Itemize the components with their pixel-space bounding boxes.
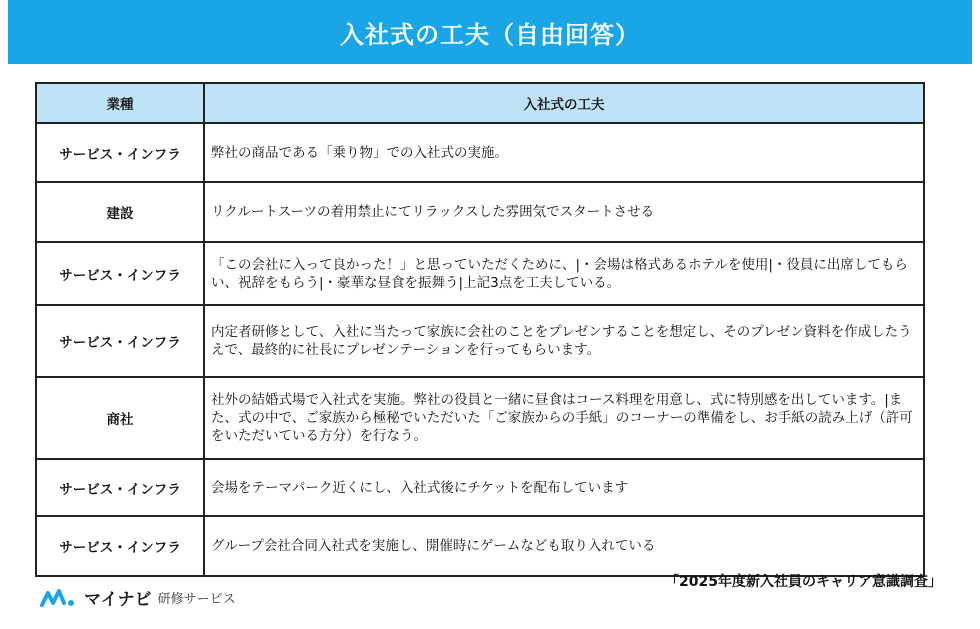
table-row — [36, 123, 924, 182]
industry-cell: サービス・インフラ — [36, 516, 204, 576]
industry-cell: サービス・インフラ — [36, 305, 204, 377]
column-header-ideas: 入社式の工夫 — [204, 83, 924, 123]
table-header-row — [36, 83, 924, 123]
answer-cell: 会場をテーマパーク近くにし、入社式後にチケットを配布しています — [204, 459, 924, 516]
page-title: 入社式の工夫（自由回答） — [340, 20, 640, 49]
table-row — [36, 242, 924, 305]
answer-cell: 内定者研修として、入社に当たって家族に会社のことをプレゼンすることを想定し、そのプレゼン資料を作成したうえで、最終的に社長にプレゼンテーションを行ってもらいます。 — [204, 305, 924, 377]
industry-cell: サービス・インフラ — [36, 242, 204, 305]
answer-cell: 社外の結婚式場で入社式を実施。弊社の役員と一緒に昼食はコース料理を用意し、式に特別感を出しています。|また、式の中で、ご家族から極秘でいただいた「ご家族からの手紙」のコーナーの準備をし、お手紙の読み上げ（許可をいただいている方分）を行なう。 — [204, 377, 924, 459]
answer-cell: 弊社の商品である「乗り物」での入社式の実施。 — [204, 123, 924, 182]
industry-cell: サービス・インフラ — [36, 123, 204, 182]
table-row — [36, 305, 924, 377]
mynavi-logo-mark-icon — [40, 587, 80, 609]
table-row — [36, 516, 924, 576]
table-row — [36, 459, 924, 516]
column-header-industry: 業種 — [36, 83, 204, 123]
industry-cell: サービス・インフラ — [36, 459, 204, 516]
table-row — [36, 182, 924, 242]
source-citation: 「2025年度新入社員のキャリア意識調査」 — [665, 574, 942, 590]
title-banner — [8, 0, 972, 64]
answer-cell: グループ会社合同入社式を実施し、開催時にゲームなども取り入れている — [204, 516, 924, 576]
answer-cell: リクルートスーツの着用禁止にてリラックスした雰囲気でスタートさせる — [204, 182, 924, 242]
industry-cell: 商社 — [36, 377, 204, 459]
logo-subtext: 研修サービス — [157, 592, 236, 607]
survey-table — [35, 82, 925, 577]
answer-cell: 「この会社に入って良かった！」と思っていただくために、|・会場は格式あるホテルを使用|・役員に出席してもらい、祝辞をもらう|・豪華な昼食を振舞う|上記3点を工夫している。 — [204, 242, 924, 305]
table-row — [36, 377, 924, 459]
logo-text: マイナビ — [84, 590, 152, 610]
industry-cell: 建設 — [36, 182, 204, 242]
mynavi-logo — [40, 585, 236, 610]
